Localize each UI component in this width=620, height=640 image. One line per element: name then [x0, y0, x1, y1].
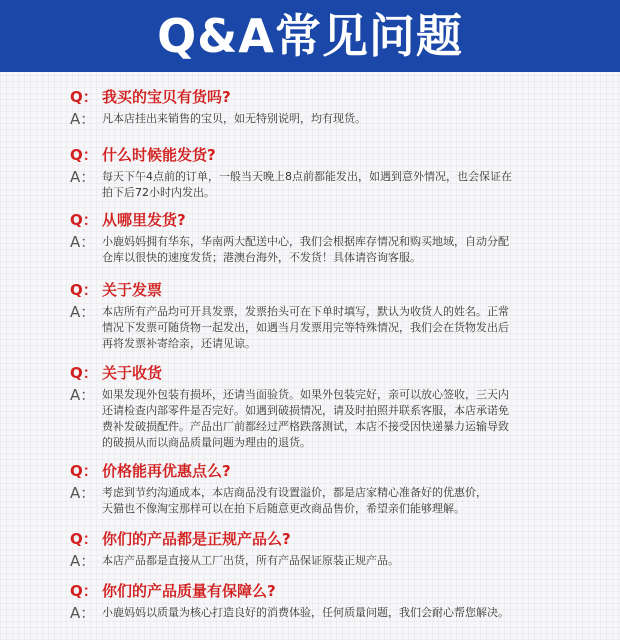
answer-text: 考虑到节约沟通成本，本店商品没有设置溢价，都是店家精心准备好的优惠价， 天猫也不像淘宝那样可以在拍下后随意更改商品售价，希望亲们能够理解。 [102, 486, 487, 515]
page-title: Q&A常见问题 [157, 9, 463, 63]
question-text: 你们的产品质量有保障么? [102, 582, 276, 600]
answer-text: 本店产品都是直接从工厂出货，所有产品保证原装正规产品。 [102, 554, 399, 567]
faq-item-shipping-time [70, 144, 590, 201]
faq-item-quality [70, 580, 590, 621]
question-text: 什么时候能发货? [102, 146, 216, 164]
answer-marker: A： [70, 552, 96, 570]
question-marker: Q： [70, 582, 98, 600]
question-marker: Q： [70, 146, 98, 164]
answer-text: 每天下午4点前的订单，一般当天晚上8点前都能发出，如遇到意外情况，也会保证在 拍下后72小时内发出。 [102, 170, 512, 199]
question-text: 我买的宝贝有货吗? [102, 88, 231, 106]
answer-text: 小鹿妈妈以质量为核心打造良好的消费体验，任何质量问题，我们会耐心帮您解决。 [102, 606, 509, 619]
answer-text: 凡本店挂出来销售的宝贝，如无特别说明，均有现货。 [102, 112, 366, 125]
answer-marker: A： [70, 303, 96, 321]
question-marker: Q： [70, 364, 98, 382]
question-text: 你们的产品都是正规产品么? [102, 530, 291, 548]
faq-content [0, 72, 620, 640]
faq-item-invoice [70, 279, 590, 352]
question-text: 从哪里发货? [102, 211, 186, 229]
answer-text: 本店所有产品均可开具发票，发票抬头可在下单时填写，默认为收货人的姓名。正常 情况下发票可随货物一起发出，如遇当月发票用完等特殊情况，我们会在货物发出后 再将发票补寄给亲，还请见谅。 [102, 305, 509, 350]
faq-item-ship-from [70, 209, 590, 266]
question-marker: Q： [70, 211, 98, 229]
question-text: 关于发票 [102, 281, 163, 299]
question-marker: Q： [70, 462, 98, 480]
answer-text: 如果发现外包装有损坏，还请当面验货。如果外包装完好，亲可以放心签收，三天内 还请检查内部零件是否完好。如遇到破损情况，请及时拍照并联系客服，本店承诺免 费补发破损配件。产品出厂前都经过严格跌落测试，本店不接受因快递暴力运输导致 的破损从而以商品质量问题为理由的退货。 [102, 388, 509, 449]
answer-marker: A： [70, 110, 96, 128]
question-text: 价格能再优惠点么? [102, 462, 231, 480]
page-header [0, 0, 620, 72]
answer-marker: A： [70, 604, 96, 622]
answer-marker: A： [70, 168, 96, 186]
answer-marker: A： [70, 233, 96, 251]
answer-text: 小鹿妈妈拥有华东，华南两大配送中心，我们会根据库存情况和购买地域，自动分配 仓库以很快的速度发货；港澳台海外，不发货！具体请咨询客服。 [102, 235, 509, 264]
faq-item-receiving [70, 362, 590, 451]
faq-item-discount [70, 460, 590, 517]
answer-marker: A： [70, 386, 96, 404]
faq-item-authentic [70, 528, 590, 569]
answer-marker: A： [70, 484, 96, 502]
faq-item-stock [70, 86, 590, 127]
question-marker: Q： [70, 281, 98, 299]
question-marker: Q： [70, 88, 98, 106]
question-text: 关于收货 [102, 364, 163, 382]
question-marker: Q： [70, 530, 98, 548]
